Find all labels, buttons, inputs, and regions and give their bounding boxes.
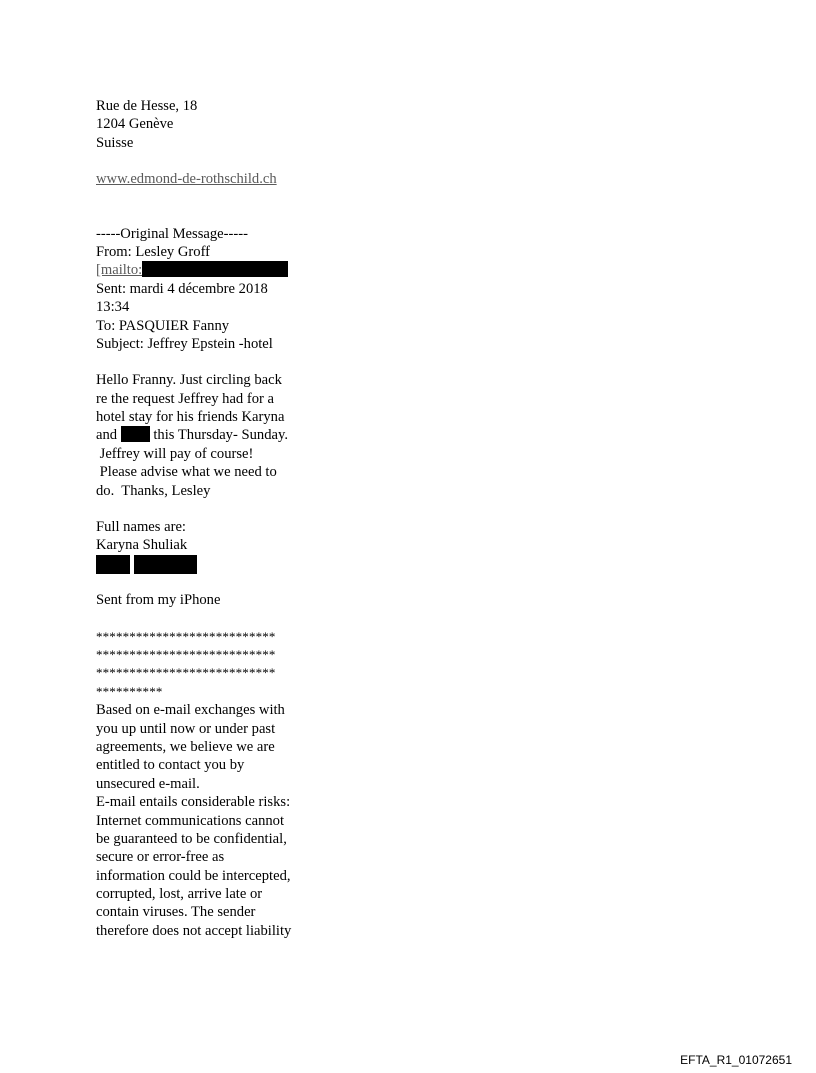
spacer [96,353,336,371]
stars-row: *************************** [96,628,276,644]
disclaimer-line: be guaranteed to be confidential, [96,830,287,847]
address-city: 1204 Genève [96,116,174,133]
stars-row: *************************** [96,646,276,662]
disclaimer-line: contain viruses. The sender [96,904,256,921]
spacer [96,500,336,518]
disclaimer-line: corrupted, lost, arrive late or [96,886,263,903]
redacted-name-line [96,555,336,573]
disclaimer-line: therefore does not accept liability [96,922,292,939]
spacer [96,152,336,170]
body-line: re the request Jeffrey had for a [96,390,275,407]
body-text: this Thursday- Sunday. [149,427,288,444]
body-line: Please advise what we need to [96,464,277,481]
disclaimer-line: E-mail entails considerable risks: [96,794,291,811]
body-line: Jeffrey will pay of course! [96,445,254,462]
redaction-box [96,555,130,574]
disclaimer-line: secure or error-free as [96,849,225,866]
disclaimer-line: Internet communications cannot [96,812,285,829]
from-line: From: Lesley Groff [96,243,211,260]
spacer [96,573,336,591]
subject-line: Subject: Jeffrey Epstein -hotel [96,335,273,352]
disclaimer-line: you up until now or under past [96,720,276,737]
body-line: do. Thanks, Lesley [96,482,211,499]
body-line: Hello Franny. Just circling back [96,372,282,389]
disclaimer-line: agreements, we believe we are [96,738,275,755]
original-message-separator: -----Original Message----- [96,225,248,242]
address-street: Rue de Hesse, 18 [96,98,198,114]
disclaimer-line: information could be intercepted, [96,867,291,884]
name-line: Karyna Shuliak [96,537,188,554]
disclaimer-line: unsecured e-mail. [96,775,200,792]
redaction-box [121,426,150,442]
names-heading: Full names are: [96,519,186,536]
address-country: Suisse [96,134,134,151]
body-text: and [96,427,118,444]
redaction-box [142,261,288,277]
email-document [96,97,336,940]
disclaimer-line: entitled to contact you by [96,757,245,774]
body-line [96,426,336,444]
mailto-link[interactable]: [mailto: [96,262,143,279]
sent-line: Sent: mardi 4 décembre 2018 [96,280,268,297]
signature: Sent from my iPhone [96,592,221,609]
body-line: hotel stay for his friends Karyna [96,409,285,426]
website-link[interactable]: www.edmond-de-rothschild.ch [96,171,277,188]
to-line: To: PASQUIER Fanny [96,317,230,334]
document-id: EFTA_R1_01072651 [680,1053,792,1067]
spacer [96,610,336,628]
stars-row: ********** [96,683,163,699]
stars-row: *************************** [96,665,276,681]
spacer [96,189,336,225]
mailto-line [96,261,336,279]
redaction-box [134,555,197,574]
disclaimer-line: Based on e-mail exchanges with [96,702,285,719]
sent-time: 13:34 [96,299,130,316]
